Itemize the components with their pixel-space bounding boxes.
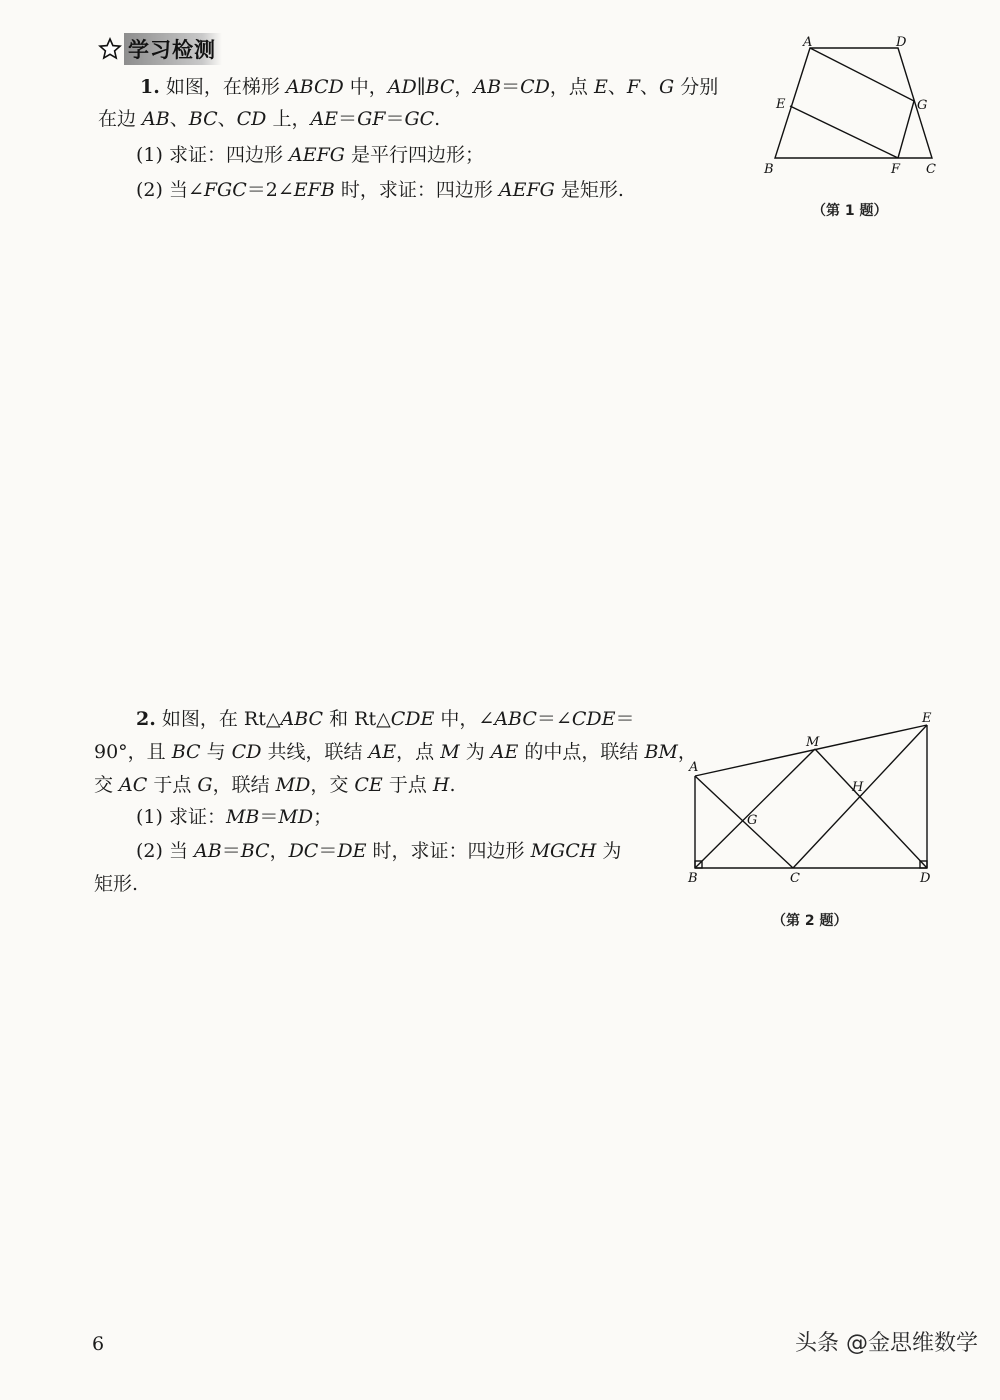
math-variable: G	[659, 76, 675, 98]
label-E: E	[776, 97, 786, 112]
text-segment: 于点	[147, 774, 198, 796]
text-segment: ＝	[318, 840, 338, 862]
text-segment: 、	[607, 76, 627, 98]
label-C: C	[790, 871, 800, 886]
problem2-part2	[136, 835, 621, 867]
text-segment: 中，∠	[434, 708, 495, 730]
text-segment: ，联结	[212, 774, 276, 796]
text-segment: 如图，在 Rt△	[161, 708, 281, 730]
math-variable: CD	[236, 108, 267, 130]
label-A: A	[689, 760, 699, 775]
text-segment: 于点	[382, 774, 433, 796]
math-variable: AD	[387, 76, 417, 98]
text-segment: (1) 求证：四边形	[136, 144, 289, 166]
math-variable: CDE	[390, 708, 435, 730]
text-segment: ＝	[259, 806, 279, 828]
label-H: H	[852, 780, 864, 795]
text-segment: ，点	[396, 741, 441, 763]
p2l3	[94, 774, 456, 796]
text-segment: 为	[596, 840, 622, 862]
p1l1	[166, 76, 718, 98]
math-variable: BC	[240, 840, 270, 862]
text-segment: ＝2∠	[246, 179, 294, 201]
text-segment: ，	[677, 741, 697, 763]
math-variable: AEFG	[289, 144, 345, 166]
math-variable: AB	[473, 76, 502, 98]
figure1-caption: （第 1 题）	[812, 203, 888, 219]
math-variable: ABC	[280, 708, 324, 730]
text-segment: 的中点，联结	[518, 741, 645, 763]
math-variable: MGCH	[530, 840, 597, 862]
text-segment: 交	[94, 774, 120, 796]
label-D: D	[920, 871, 931, 886]
math-variable: G	[197, 774, 213, 796]
math-variable: BC	[425, 76, 455, 98]
label-G: G	[747, 813, 758, 828]
segment-md	[815, 749, 927, 868]
text-segment: 、	[640, 76, 660, 98]
text-segment: ，	[454, 76, 474, 98]
segment-ag	[810, 48, 914, 101]
problem1-line1	[140, 71, 718, 103]
text-segment: .	[434, 108, 441, 130]
text-segment: ；	[313, 806, 333, 828]
text-segment: (2) 当	[136, 840, 194, 862]
math-variable: F	[626, 76, 641, 98]
label-B: B	[764, 162, 774, 177]
text-segment: 为	[459, 741, 491, 763]
text-segment: ，点	[549, 76, 594, 98]
label-A: A	[803, 35, 813, 50]
text-segment: 时，求证：四边形	[366, 840, 531, 862]
math-variable: BM	[644, 741, 678, 763]
section-title: 学习检测	[124, 33, 222, 65]
text-segment: ＝	[385, 108, 405, 130]
problem1-part1	[136, 139, 484, 171]
trapezoid-abcd	[775, 48, 932, 158]
math-variable: MD	[275, 774, 311, 796]
label-G: G	[917, 98, 928, 113]
math-variable: BC	[171, 741, 201, 763]
text-segment: (2) 当∠	[136, 179, 204, 201]
segment-ae	[695, 725, 927, 776]
problem1-line2	[98, 103, 440, 135]
text-segment: 在边	[98, 108, 143, 130]
math-variable: AEFG	[498, 179, 555, 201]
math-variable: AE	[368, 741, 397, 763]
problem2-line2	[94, 736, 697, 768]
math-variable: MB	[225, 806, 260, 828]
text-segment: ∥	[416, 76, 426, 98]
problem1-part2	[136, 174, 624, 206]
math-variable: AB	[142, 108, 170, 130]
problem1-number: 1.	[140, 76, 160, 98]
math-variable: AE	[310, 108, 339, 130]
math-variable: CDE	[571, 708, 616, 730]
text-segment: 、	[217, 108, 237, 130]
math-variable: H	[432, 774, 450, 796]
figure2-triangles-diagram	[677, 705, 940, 890]
math-variable: CD	[520, 76, 550, 98]
p1l2	[98, 108, 440, 130]
label-F: F	[891, 162, 901, 177]
p2l1	[162, 708, 635, 730]
text-segment: ，	[269, 840, 289, 862]
figure1-trapezoid-diagram	[760, 30, 950, 185]
p2part2	[136, 840, 621, 862]
text-segment: ＝	[615, 708, 635, 730]
watermark: 头条 @金思维数学	[795, 1331, 978, 1356]
text-segment: ＝	[501, 76, 521, 98]
math-variable: AC	[119, 774, 148, 796]
p2l2	[94, 741, 697, 763]
p1part2	[136, 179, 624, 201]
math-variable: CD	[231, 741, 262, 763]
text-segment: 上，	[266, 108, 311, 130]
math-variable: EFB	[293, 179, 335, 201]
math-variable: GC	[404, 108, 435, 130]
text-segment: 如图，在梯形	[165, 76, 286, 98]
page-number: 6	[92, 1333, 105, 1355]
text-segment: 是平行四边形；	[344, 144, 484, 166]
label-C: C	[926, 162, 936, 177]
label-D: D	[896, 35, 907, 50]
text-segment: ＝	[338, 108, 358, 130]
math-variable: DC	[288, 840, 319, 862]
text-segment: 和 Rt△	[323, 708, 391, 730]
label-B: B	[688, 871, 698, 886]
segment-gf	[898, 101, 914, 158]
math-variable: CE	[354, 774, 383, 796]
problem2-part1	[136, 801, 332, 833]
text-segment: 时，求证：四边形	[334, 179, 499, 201]
star-icon	[98, 37, 122, 61]
label-M: M	[806, 735, 820, 750]
text-segment: ＝	[221, 840, 241, 862]
text-segment: 、	[169, 108, 189, 130]
segment-bm	[695, 749, 815, 868]
math-variable: E	[593, 76, 608, 98]
math-variable: BC	[188, 108, 218, 130]
section-header	[98, 34, 222, 64]
text-segment: .	[449, 774, 456, 796]
text-segment: ＝∠	[536, 708, 572, 730]
text-segment: 中，	[343, 76, 388, 98]
text-segment: (1) 求证：	[136, 806, 226, 828]
text-segment: ，交	[310, 774, 355, 796]
math-variable: DE	[337, 840, 367, 862]
p1part1	[136, 144, 484, 166]
segment-ef	[790, 106, 898, 158]
text-segment: 是矩形.	[554, 179, 624, 201]
math-variable: MD	[278, 806, 314, 828]
math-variable: ABCD	[285, 76, 344, 98]
math-variable: GF	[357, 108, 386, 130]
text-segment: 分别	[674, 76, 719, 98]
math-variable: AE	[490, 741, 519, 763]
figure2-caption: （第 2 题）	[772, 913, 848, 929]
text-segment: 与	[200, 741, 232, 763]
math-variable: M	[440, 741, 460, 763]
problem2-part2-cont: 矩形.	[94, 873, 139, 895]
label-E: E	[922, 711, 932, 726]
p2part1	[136, 806, 332, 828]
problem2-line3	[94, 769, 456, 801]
problem2-line1	[136, 703, 634, 735]
text-segment: 90°，且	[94, 741, 172, 763]
math-variable: ABC	[494, 708, 537, 730]
problem2-number: 2.	[136, 708, 156, 730]
math-variable: AB	[194, 840, 222, 862]
text-segment: 共线，联结	[261, 741, 369, 763]
math-variable: FGC	[203, 179, 247, 201]
